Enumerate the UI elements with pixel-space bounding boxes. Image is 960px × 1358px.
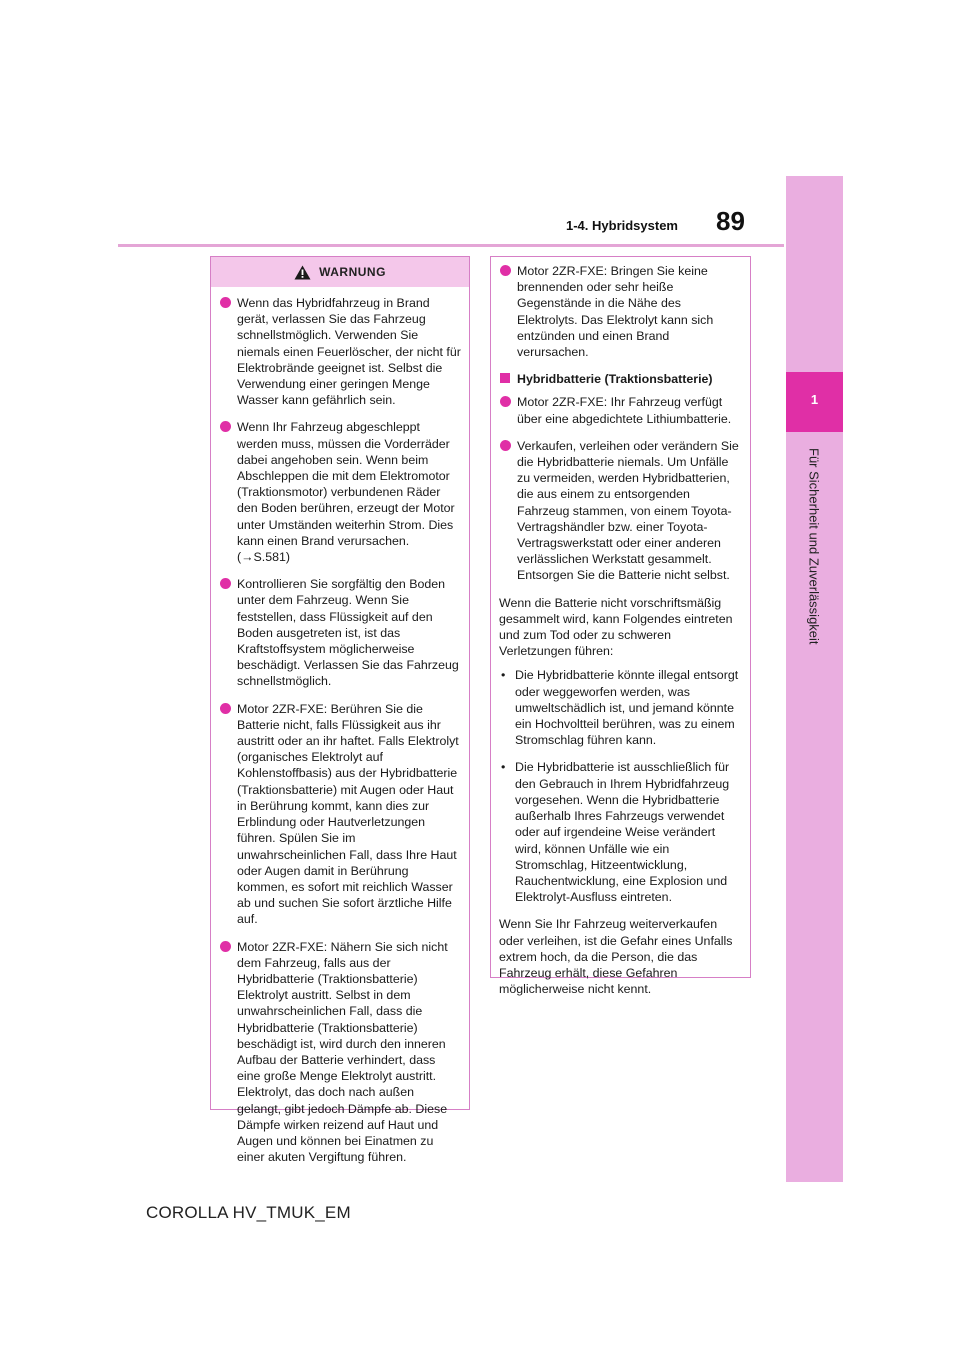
subheading (499, 371, 742, 387)
list-item (219, 701, 461, 928)
list-item (219, 576, 461, 689)
dash-bullet-icon: • (501, 760, 506, 775)
bullet-dot-icon (500, 440, 511, 451)
list-item-text: Motor 2ZR-FXE: Berühren Sie die Batterie nicht, falls Flüssigkeit aus ihr austritt oder an ihr haftet. Falls Elektrolyt (organisches Elektrolyt auf Kohlenstoffbasis) aus der Hybridbatterie (Traktionsbatterie) mit Augen oder Haut in Berührung kommt, kann dies zur Erblindung oder Hautverletzungen führen. Spülen Sie im unwahrscheinlichen Fall, dass Ihre Haut oder Augen damit in Berührung kommen, es sofort mit reichlich Wasser ab und suchen Sie sofort ärztliche Hilfe auf. (237, 701, 459, 927)
dash-list-item-text: Die Hybridbatterie ist ausschließlich für den Gebrauch in Ihrem Hybridfahrzeug vorgesehen. Wenn die Hybridbatterie außerhalb Ihres Fahrzeugs verwendet oder auf irgendeine Weise verändert wird, können Unfälle wie ein Stromschlag, Hitzeentwicklung, Rauchentwicklung, eine Explosion und Elektrolyt-Ausfluss eintreten. (515, 760, 730, 905)
bullet-dot-icon (220, 297, 231, 308)
list-item-text: Wenn das Hybridfahrzeug in Brand gerät, verlassen Sie das Fahrzeug schnellstmöglich. Verwenden Sie niemals einen Feuerlöscher, der nicht für Elektrobrände geeignet ist. Selbst die Verwendung einer geringen Menge Wasser kann gefährlich sein. (237, 296, 461, 408)
list-item (219, 939, 461, 1166)
dash-list-item-text: Die Hybridbatterie könnte illegal entsorgt oder weggeworfen werden, was umweltschädlich ist, und jemand könnte ein Hochvoltteil berühren, was zu einem Stromschlag führen kann. (515, 668, 739, 748)
list-item (219, 295, 461, 408)
warning-continuation-box (490, 256, 751, 997)
warning-triangle-icon (294, 265, 311, 280)
bullet-dot-icon (500, 265, 511, 276)
closing-paragraph: Wenn Sie Ihr Fahrzeug weiterverkaufen oder verleihen, ist die Gefahr eines Unfalls extrem hoch, da die Person, die das Fahrzeug erhält, diese Gefahren möglicherweise nicht kennt. (499, 917, 733, 997)
list-item-text: Motor 2ZR-FXE: Bringen Sie keine brennenden oder sehr heiße Gegenstände in die Nähe des Elektrolyts. Das Elektrolyt kann sich entzünden und einen Brand verursachen. (517, 264, 714, 360)
list-item-text: Kontrollieren Sie sorgfältig den Boden unter dem Fahrzeug. Wenn Sie feststellen, dass Flüssigkeit auf den Boden ausgetreten ist, ist das Kraftstoffsystem möglicherweise beschädigt. Verlassen Sie das Fahrzeug schnellstmöglich. (237, 577, 459, 689)
chapter-side-tab (786, 176, 843, 1182)
bullet-dot-icon (220, 421, 231, 432)
list-item (499, 438, 742, 584)
bullet-dot-icon (220, 703, 231, 714)
list-item (499, 394, 742, 426)
warning-box (210, 256, 470, 1165)
list-item-text: Motor 2ZR-FXE: Nähern Sie sich nicht dem Fahrzeug, falls aus der Hybridbatterie (Traktionsbatterie) Elektrolyt austritt. Selbst in dem unwahrscheinlichen Fall, dass die Hybridbatterie (Traktionsbatterie) beschädigt ist, wird durch den inneren Aufbau der Batterie verhindert, dass eine große Menge Elektrolyt austritt. Elektrolyt, das doch nach außen gelangt, gibt jedoch Dämpfe ab. Diese Dämpfe wirken reizend auf Haut und Augen und können bei Einatmen zu einer akuten Vergiftung führen. (237, 939, 448, 1165)
chapter-title: Für Sicherheit und Zuverlässigkeit (806, 448, 822, 645)
dash-list-item (499, 759, 742, 905)
dash-list-item (499, 667, 742, 748)
list-item-text: Wenn Ihr Fahrzeug abgeschleppt werden muss, müssen die Vorderräder dabei angehoben sein. Wenn beim Abschleppen die mit dem Elektromotor (Traktionsmotor) verbundenen Räder den Boden berühren, erzeugt der Motor unter Umständen weiterhin Strom. Dies kann einen Brand verursachen. (→S.581) (237, 420, 455, 565)
bullet-dot-icon (500, 396, 511, 407)
warning-header (211, 257, 469, 287)
bullet-dot-icon (220, 941, 231, 952)
subheading-text: Hybridbatterie (Traktionsbatterie) (517, 372, 713, 387)
footer-model-code: COROLLA HV_TMUK_EM (146, 1203, 351, 1222)
paragraph: Wenn die Batterie nicht vorschriftsmäßig gesammelt wird, kann Folgendes eintreten und zum Tod oder zu schweren Verletzungen führen: (499, 595, 733, 659)
list-item (219, 419, 461, 565)
page-number: 89 (716, 206, 745, 236)
square-bullet-icon (500, 373, 510, 383)
list-item (499, 263, 742, 360)
dash-bullet-icon: • (501, 668, 506, 683)
list-item-text: Motor 2ZR-FXE: Ihr Fahrzeug verfügt über eine abgedichtete Lithiumbatterie. (517, 395, 732, 426)
bullet-dot-icon (220, 578, 231, 589)
header-rule (118, 244, 784, 247)
warning-body (211, 287, 469, 1165)
warning-title: WARNUNG (319, 265, 386, 279)
continuation-body (491, 257, 750, 997)
list-item-text: Verkaufen, verleihen oder verändern Sie die Hybridbatterie niemals. Um Unfälle zu vermeiden, werden Hybridbatterien, die aus einem zu entsorgenden Fahrzeug stammen, von einem Toyota-Vertragshändler bzw. einer Toyota-Vertragswerkstatt oder einer anderen verlässlichen Werkstatt gesammelt. Entsorgen Sie die Batterie nicht selbst. (517, 438, 739, 583)
chapter-number: 1 (810, 392, 819, 407)
section-title: 1-4. Hybridsystem (566, 218, 678, 233)
